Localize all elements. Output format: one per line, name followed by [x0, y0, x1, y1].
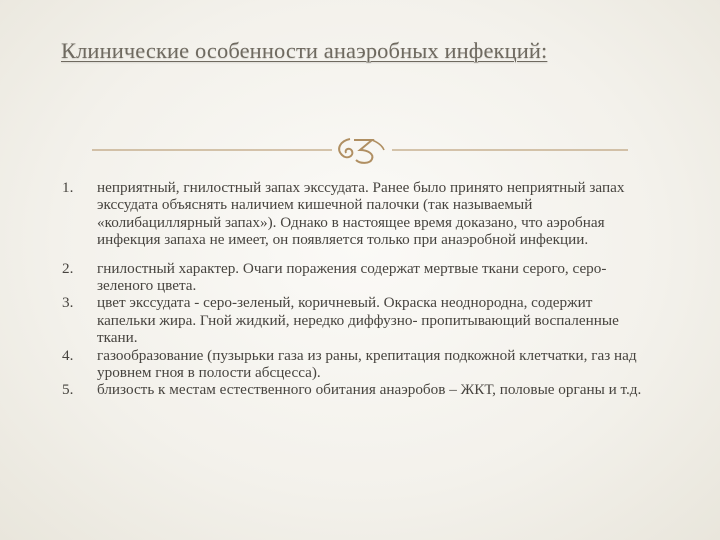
list-item	[62, 294, 642, 346]
list-item-text: неприятный, гнилостный запах экссудата. Ранее было принято неприятный запах экссудата объяснять наличием кишечной палочки (так называемый «колибациллярный запах»). Однако в настоящее время доказано, что аэробная инфекция запаха не имеет, он появляется только при анаэробной инфекции.	[97, 179, 625, 249]
list-item-number: 4.	[62, 346, 74, 364]
divider-flourish-icon	[92, 130, 628, 170]
list-item-number: 5.	[62, 381, 74, 399]
list-item-text: газообразование (пузырьки газа из раны, крепитация подкожной клетчатки, газ над уровнем гноя в полости абсцесса).	[97, 346, 637, 382]
list-item-number: 2.	[62, 259, 74, 277]
list-item-number: 1.	[62, 179, 74, 196]
list-item	[62, 347, 642, 382]
slide-title: Клинические особенности анаэробных инфекций:	[61, 38, 548, 63]
list-item	[62, 381, 642, 398]
numbered-list	[62, 179, 642, 399]
list-item-number: 3.	[62, 294, 74, 312]
list-item-text: гнилостный характер. Очаги поражения содержат мертвые ткани серого, серо-зеленого цвета.	[97, 259, 607, 295]
list-item	[62, 260, 642, 295]
list-item	[62, 179, 642, 249]
list-item-text: цвет экссудата - серо-зеленый, коричневый. Окраска неоднородна, содержит капельки жира. Гной жидкий, нередко диффузно- пропитывающий воспаленные ткани.	[97, 294, 619, 347]
list-item-text: близость к местам естественного обитания анаэробов – ЖКТ, половые органы и т.д.	[97, 381, 642, 399]
